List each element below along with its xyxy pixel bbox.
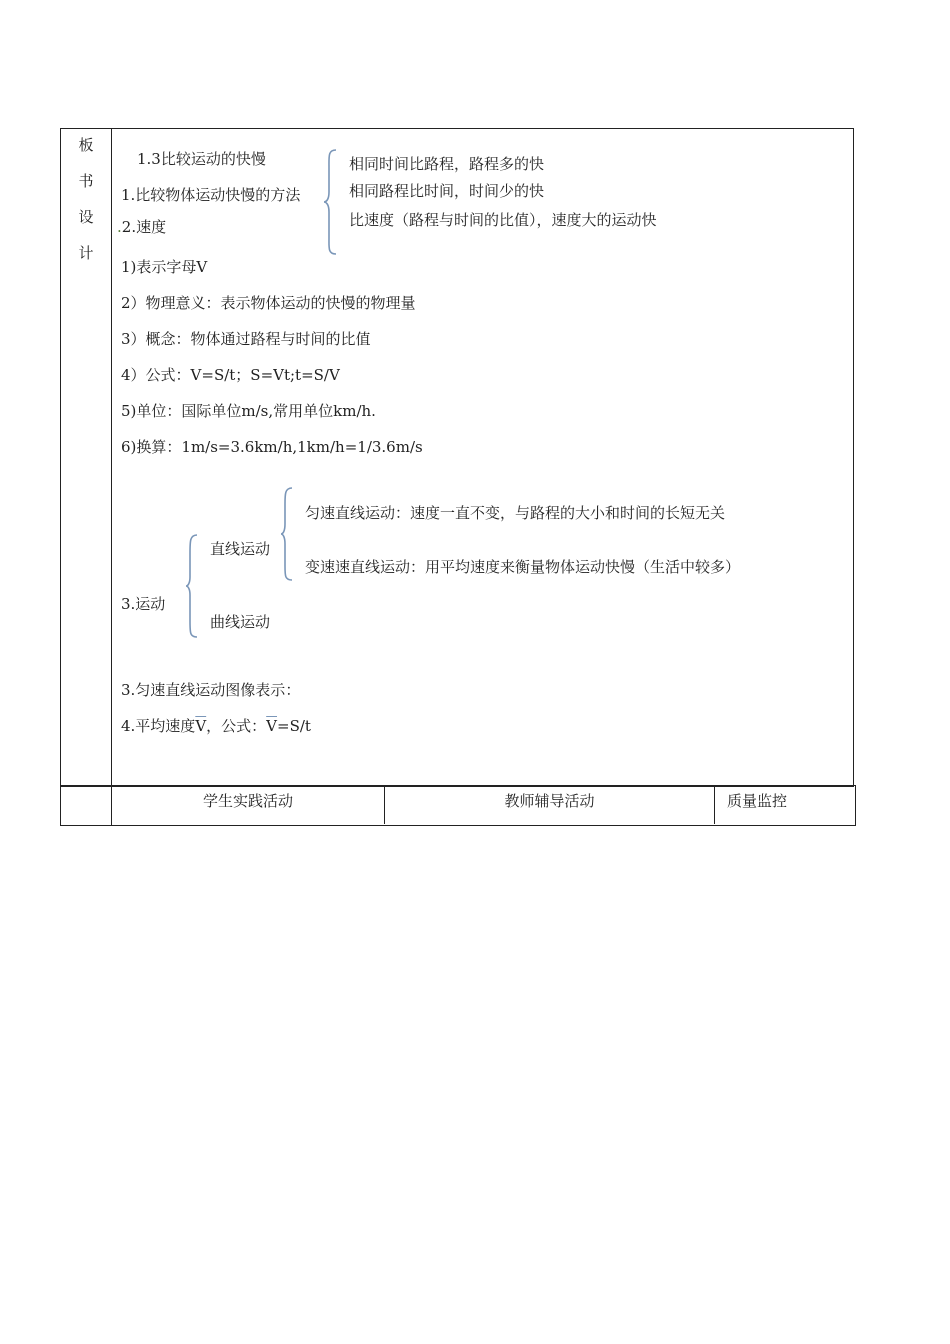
speed-point-5: 5)单位：国际单位m/s,常用单位km/h.	[121, 402, 376, 420]
uniform-graph-heading: 3.匀速直线运动图像表示：	[121, 681, 301, 699]
speed-point-1: 1)表示字母V	[121, 258, 208, 276]
side-column-divider	[111, 128, 112, 825]
side-label-char-4: 计	[78, 244, 94, 262]
average-speed-formula-rest: =S/t	[277, 717, 311, 735]
side-label-char-2: 书	[78, 172, 94, 190]
method-3: 比速度（路程与时间的比值），速度大的运动快	[349, 211, 657, 229]
average-speed-symbol: $\overline{V}$	[195, 717, 207, 735]
speed-point-6: 6)换算：1m/s=3.6km/h,1km/h=1/3.6m/s	[121, 438, 423, 456]
curve-motion-label: 曲线运动	[210, 613, 271, 631]
methods-brace	[324, 148, 340, 256]
speed-heading-text: 2.速度	[121, 218, 167, 236]
speed-point-4: 4）公式：V=S/t；S=Vt;t=S/V	[121, 366, 340, 384]
student-activity-header: 学生实践活动	[202, 792, 293, 810]
method-1: 相同时间比路程，路程多的快	[349, 155, 545, 173]
teacher-activity-header: 教师辅导活动	[504, 792, 595, 810]
method-heading: 1.比较物体运动快慢的方法	[121, 186, 301, 204]
speed-heading	[117, 218, 166, 236]
speed-point-2: 2）物理意义：表示物体运动的快慢的物理量	[121, 294, 416, 312]
variable-motion: 变速速直线运动：用平均速度来衡量物体运动快慢（生活中较多）	[305, 558, 741, 576]
average-speed-mid: ，公式：	[206, 717, 267, 735]
motion-label: 3.运动	[121, 595, 166, 613]
side-label-char-3: 设	[78, 208, 94, 226]
speed-point-3: 3）概念：物体通过路程与时间的比值	[121, 330, 371, 348]
average-speed-prefix: 4.平均速度	[121, 717, 196, 735]
side-label-char-1: 板	[78, 136, 94, 154]
lesson-title: 1.3比较运动的快慢	[137, 150, 266, 168]
edit-mark: .	[117, 218, 122, 236]
straight-motion-brace	[281, 486, 295, 582]
motion-brace	[186, 533, 200, 639]
uniform-motion: 匀速直线运动：速度一直不变，与路程的大小和时间的长短无关	[305, 504, 726, 522]
average-speed-formula-v: $\overline{V}$	[266, 717, 278, 735]
top-right-tick	[852, 128, 854, 129]
average-speed-line	[121, 717, 311, 735]
method-2: 相同路程比时间，时间少的快	[349, 182, 545, 200]
straight-motion-label: 直线运动	[210, 540, 271, 558]
quality-monitor-header: 质量监控	[726, 792, 787, 810]
